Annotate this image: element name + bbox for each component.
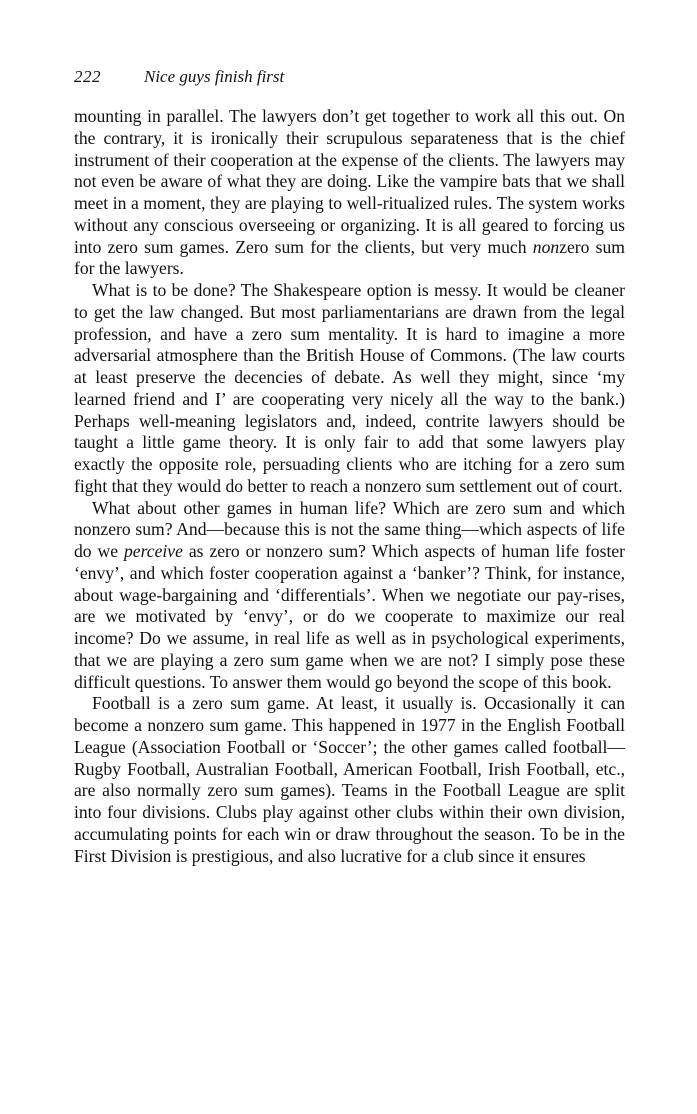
paragraph [74,693,625,867]
paragraph [74,280,625,498]
text-run: What about other games in human life? Which are zero sum and which nonzero sum? And—because this is not the same thing—which aspects of life do we [74,497,625,561]
text-run: zero sum for the lawyers. [74,236,625,279]
text-run: as zero or nonzero sum? Which aspects of human life foster ‘envy’, and which foster cooperation against a ‘banker’? Think, for instance, about wage-bargaining and ‘differentials’. When we negotiate our pay-rises, are we motivated by ‘envy’, or do we cooperate to maximize our real income? Do we assume, in real life as well as in psychological experiments, that we are playing a zero sum game when we are not? I simply pose these difficult questions. To answer them would go beyond the scope of this book. [74,541,626,692]
running-header [74,66,625,106]
page-number: 222 [74,67,101,86]
paragraph [74,106,625,280]
paragraph [74,498,625,694]
text-run: mounting in parallel. The lawyers don’t get together to work all this out. On the contrary, it is ironically their scrupulous separateness that is the chief instrument of their cooperation at the expense of the clients. The lawyers may not even be aware of what they are doing. Like the vampire bats that we shall meet in a moment, they are playing to well-ritualized rules. The system works without any conscious overseeing or organizing. It is all geared to forcing us into zero sum games. Zero sum for the clients, but very much [74,106,625,257]
book-page [74,66,625,867]
running-title: Nice guys finish first [144,67,285,86]
body-text [74,106,625,867]
emphasis-text: non [532,236,560,257]
emphasis-text: perceive [123,541,183,561]
text-run: What is to be done? The Shakespeare option is messy. It would be cleaner to get the law changed. But most parliamentarians are drawn from the legal profession, and have a zero sum mentality. It is hard to imagine a more adversarial atmosphere than the British House of Commons. (The law courts at least preserve the decencies of debate. As well they might, since ‘my learned friend and I’ are cooperating very nicely all the way to the bank.) Perhaps well-meaning legislators and, indeed, contrite lawyers should be taught a little game theory. It is only fair to add that some lawyers play exactly the opposite role, persuading clients who are itching for a zero sum fight that they would do better to reach a nonzero sum settlement out of court. [74,280,625,496]
text-run: Football is a zero sum game. At least, it usually is. Occasionally it can become a nonzero sum game. This happened in 1977 in the English Football League (Association Football or ‘Soccer’; the other games called football—Rugby Football, Australian Football, American Football, Irish Football, etc., are also normally zero sum games). Teams in the Football League are split into four divisions. Clubs play against other clubs within their own division, accumulating points for each win or draw throughout the season. To be in the First Division is prestigious, and also lucrative for a club since it ensures [74,693,625,866]
